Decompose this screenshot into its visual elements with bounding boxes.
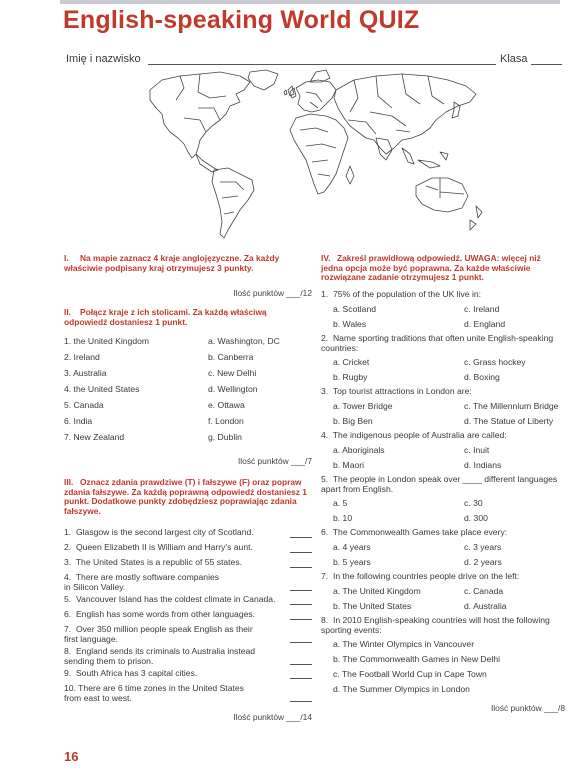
page-title: English-speaking World QUIZ — [63, 6, 420, 34]
question-text: 8. In 2010 English-speaking countries will host the following sporting events: — [321, 615, 550, 635]
world-map-outline[interactable] — [140, 68, 490, 246]
answer-blank[interactable] — [290, 678, 312, 679]
answer-option[interactable]: c. Canada — [464, 586, 504, 596]
question-block — [321, 475, 565, 528]
question-text: 5. The people in London speak over ____ different languages apart from English. — [321, 474, 558, 494]
answer-blank[interactable] — [290, 567, 312, 568]
statement-text: 8. England sends its criminals to Australia instead sending them to prison. — [64, 646, 256, 666]
country-item[interactable]: 6. India — [64, 416, 93, 426]
name-label: Imię i nazwisko — [66, 53, 141, 65]
capital-item[interactable]: a. Washington, DC — [208, 336, 280, 346]
country-item[interactable]: 1. the United Kingdom — [64, 336, 150, 346]
statement-text: 7. Over 350 million people speak English as their first language. — [64, 624, 253, 644]
answer-blank[interactable] — [290, 604, 312, 605]
capital-item[interactable]: e. Ottawa — [208, 400, 245, 410]
answer-option[interactable]: a. The Winter Olympics in Vancouver — [333, 639, 475, 650]
answer-blank[interactable] — [290, 701, 312, 702]
answer-option[interactable]: b. 10 — [333, 513, 353, 523]
statement-text: 4. There are mostly software companies in Silicon Valley. — [64, 572, 220, 592]
answer-option[interactable]: c. Inuit — [464, 445, 490, 455]
answer-blank[interactable] — [290, 642, 312, 643]
answer-option[interactable]: b. Big Ben — [333, 416, 373, 426]
answer-blank[interactable] — [290, 590, 312, 591]
true-false-row — [64, 625, 312, 647]
answer-option[interactable]: d. The Statue of Liberty — [464, 416, 554, 426]
section-4-instruction: IV. Zakreśl prawidłową odpowiedź. UWAGA: więcej niż jedna opcja może być poprawna. Za każde właściwie rozwiązane zadanie otrzymujesz 1 punkt. — [321, 253, 541, 283]
question-text: 4. The indigenous people of Australia are called: — [321, 430, 507, 440]
answer-blank[interactable] — [290, 664, 312, 665]
statement-text: 5. Vancouver Island has the coldest climate in Canada. — [64, 594, 276, 604]
left-column — [64, 254, 312, 722]
answer-option[interactable]: d. 2 years — [464, 557, 502, 567]
statement-text: 2. Queen Elizabeth II is William and Harry's aunt. — [64, 542, 253, 552]
true-false-row — [64, 669, 312, 684]
matching-row — [64, 366, 312, 382]
answer-option[interactable]: d. 300 — [464, 513, 488, 523]
question-block — [321, 334, 565, 387]
answer-option[interactable]: b. The United States — [333, 601, 412, 611]
answer-option[interactable]: b. Maori — [333, 460, 365, 470]
answer-option[interactable]: d. The Summer Olympics in London — [333, 684, 470, 695]
matching-row — [64, 430, 312, 446]
answer-option[interactable]: c. The Football World Cup in Cape Town — [333, 669, 487, 680]
matching-row — [64, 414, 312, 430]
answer-blank[interactable] — [290, 552, 312, 553]
question-text: 2. Name sporting traditions that often unite English-speaking countries: — [321, 333, 554, 353]
answer-option[interactable]: a. Scotland — [333, 304, 376, 314]
matching-row — [64, 350, 312, 366]
matching-row — [64, 382, 312, 398]
statement-text: 3. The United States is a republic of 55 states. — [64, 557, 243, 567]
answer-blank[interactable] — [290, 619, 312, 620]
capital-item[interactable]: d. Wellington — [208, 384, 258, 394]
name-row — [66, 53, 562, 69]
country-item[interactable]: 7. New Zealand — [64, 432, 125, 442]
matching-list — [64, 334, 312, 446]
answer-option[interactable]: d. Australia — [464, 601, 507, 611]
capital-item[interactable]: f. London — [208, 416, 244, 426]
true-false-row — [64, 684, 312, 706]
answer-option[interactable]: d. Boxing — [464, 372, 500, 382]
class-label: Klasa — [500, 53, 528, 65]
section-1-instruction: I. Na mapie zaznacz 4 kraje anglojęzyczne. Za każdy właściwie podpisany kraj otrzymujesz 3 punkty. — [64, 253, 280, 273]
question-block — [321, 431, 565, 475]
country-item[interactable]: 5. Canada — [64, 400, 104, 410]
section-3-instruction: III. Oznacz zdania prawdziwe (T) i fałszywe (F) oraz popraw zdania fałszywe. Za każdą poprawną odpowiedź dostaniesz 1 punkt. Dodatkowe punkty zdobędziesz poprawiając zdania fałszywe. — [64, 477, 307, 516]
page-number: 16 — [64, 749, 79, 764]
answer-option[interactable]: a. 4 years — [333, 542, 371, 552]
true-false-row — [64, 543, 312, 558]
country-item[interactable]: 2. Ireland — [64, 352, 100, 362]
top-bar — [60, 0, 560, 4]
question-block — [321, 387, 565, 431]
true-false-list — [64, 528, 312, 706]
true-false-row — [64, 595, 312, 610]
statement-text: 6. English has some words from other languages. — [64, 609, 256, 619]
statement-text: 1. Glasgow is the second largest city of Scotland. — [64, 527, 254, 537]
answer-option[interactable]: b. 5 years — [333, 557, 371, 567]
name-line[interactable] — [148, 64, 496, 65]
class-line[interactable] — [531, 64, 562, 65]
answer-option[interactable]: a. Cricket — [333, 357, 370, 367]
capital-item[interactable]: c. New Delhi — [208, 368, 257, 378]
question-block — [321, 572, 565, 616]
answer-option[interactable]: a. The United Kingdom — [333, 586, 421, 596]
capital-item[interactable]: b. Canberra — [208, 352, 254, 362]
true-false-row — [64, 573, 312, 595]
matching-row — [64, 398, 312, 414]
answer-option[interactable]: d. England — [464, 319, 506, 329]
question-text: 6. The Commonwealth Games take place every: — [321, 527, 508, 537]
question-text: 1. 75% of the population of the UK live in: — [321, 289, 482, 299]
question-8 — [321, 616, 565, 697]
section-1-score: Ilość punktów ___/12 — [233, 288, 312, 298]
question-text: 3. Top tourist attractions in London are: — [321, 386, 472, 396]
country-item[interactable]: 4. the United States — [64, 384, 140, 394]
answer-option[interactable]: c. Grass hockey — [464, 357, 526, 367]
true-false-row — [64, 647, 312, 669]
answer-option[interactable]: c. The Millennium Bridge — [464, 401, 559, 411]
answer-option[interactable]: a. 5 — [333, 498, 348, 508]
answer-option[interactable]: b. Rugby — [333, 372, 368, 382]
question-block — [321, 290, 565, 334]
section-4-score: Ilość punktów ___/8 — [490, 703, 565, 714]
statement-text: 9. South Africa has 3 capital cities. — [64, 668, 198, 678]
question-block — [321, 528, 565, 572]
answer-option[interactable]: a. Tower Bridge — [333, 401, 393, 411]
capital-item[interactable]: g. Dublin — [208, 432, 242, 442]
answer-option[interactable]: a. Aboriginals — [333, 445, 385, 455]
section-3-score: Ilość punktów ___/14 — [233, 712, 312, 722]
answer-option[interactable]: c. 30 — [464, 498, 483, 508]
section-2-score: Ilość punktów ___/7 — [237, 456, 312, 466]
answer-option[interactable]: b. Wales — [333, 319, 367, 329]
question-text: 7. In the following countries people drive on the left: — [321, 571, 520, 581]
true-false-row — [64, 528, 312, 543]
answer-option[interactable]: c. Ireland — [464, 304, 500, 314]
true-false-row — [64, 558, 312, 573]
answer-option[interactable]: b. The Commonwealth Games in New Delhi — [333, 654, 501, 665]
statement-text: 10. There are 6 time zones in the United States from east to west. — [64, 683, 244, 703]
true-false-row — [64, 610, 312, 625]
matching-row — [64, 334, 312, 350]
country-item[interactable]: 3. Australia — [64, 368, 107, 378]
answer-blank[interactable] — [290, 537, 312, 538]
answer-option[interactable]: d. Indians — [464, 460, 502, 470]
right-column — [321, 254, 565, 713]
answer-option[interactable]: c. 3 years — [464, 542, 502, 552]
multiple-choice-list — [321, 290, 565, 616]
section-2-instruction: II. Połącz kraje z ich stolicami. Za każdą właściwą odpowiedź dostaniesz 1 punkt. — [64, 307, 267, 327]
